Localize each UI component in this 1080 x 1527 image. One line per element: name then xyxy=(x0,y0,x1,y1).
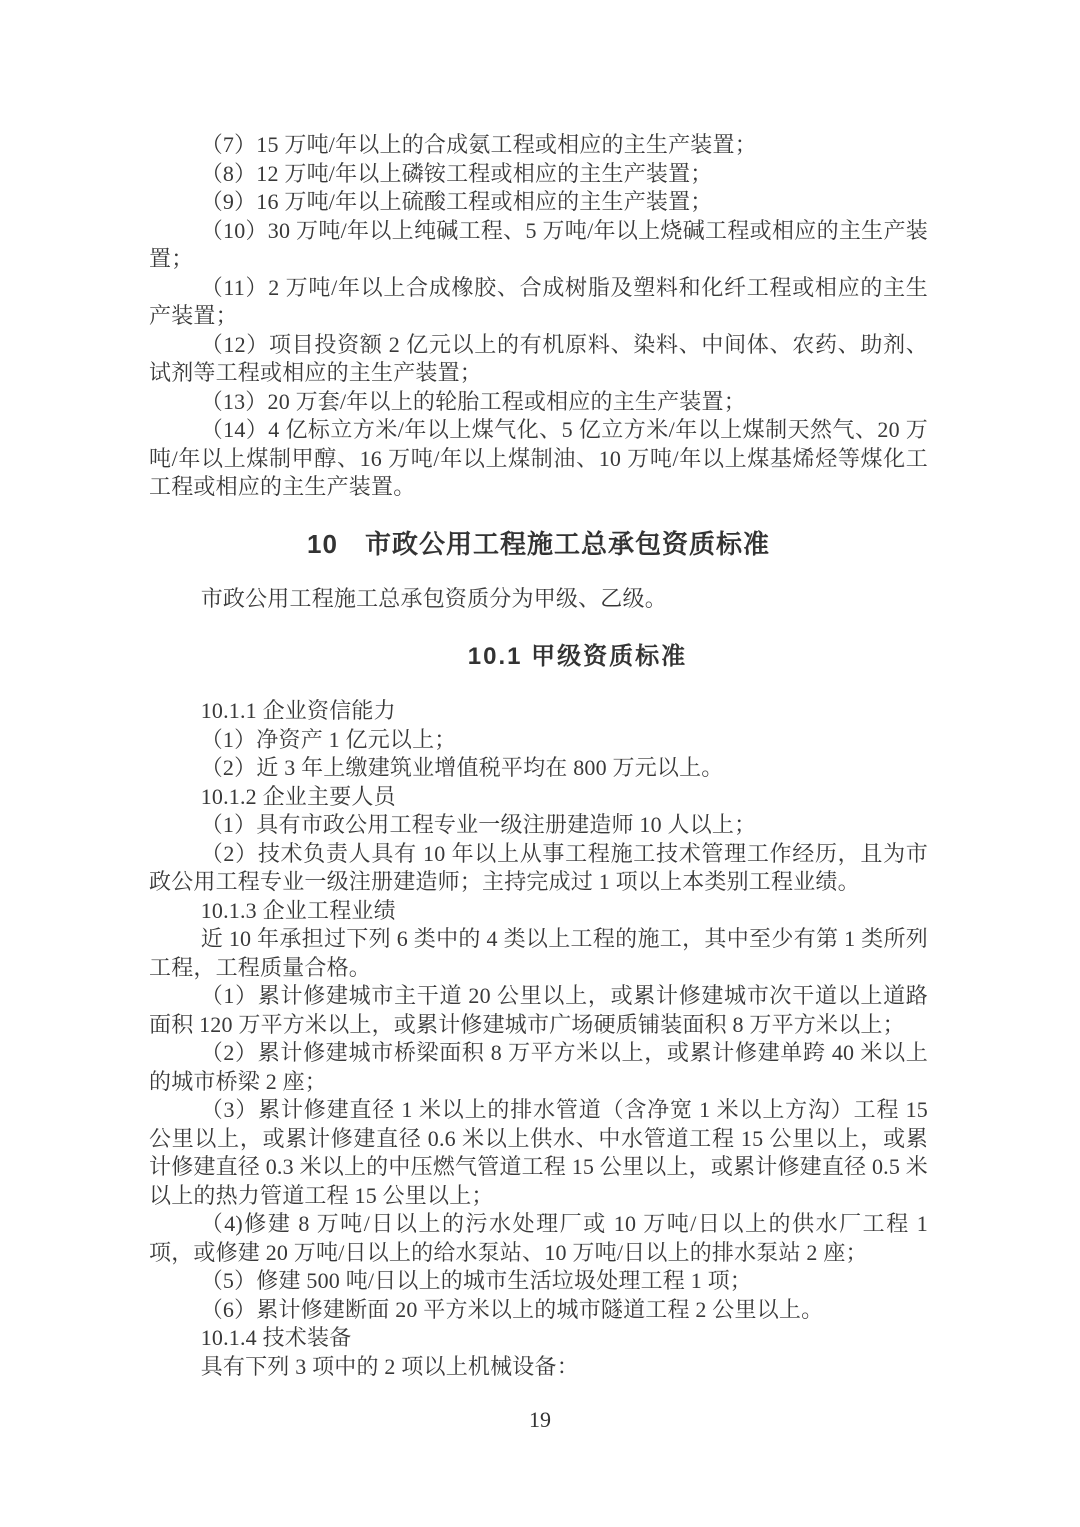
section-heading: 10.1 甲级资质标准 xyxy=(467,643,688,670)
clause-paragraph: 10.1.3 企业工程业绩 xyxy=(200,897,396,923)
section-body xyxy=(149,697,928,1381)
clause-paragraph: （3）累计修建直径 1 米以上的排水管道（含净宽 1 米以上方沟）工程 15 公里以上，或累计修建直径 0.6 米以上供水、中水管道工程 15 公里以上，或累计修建直径 0.3 米以上的中压燃气管道工程 15 公里以上，或累计修建直径 0.5 米以上的热力管道工程 15 公里以上； xyxy=(149,1097,928,1208)
clause-paragraph: （12）项目投资额 2 亿元以上的有机原料、染料、中间体、农药、助剂、试剂等工程或相应的主生产装置； xyxy=(149,331,928,385)
clause-paragraph: （2）累计修建城市桥梁面积 8 万平方米以上，或累计修建单跨 40 米以上的城市桥梁 2 座； xyxy=(149,1040,928,1094)
clause-paragraph: （4)修建 8 万吨/日以上的污水处理厂或 10 万吨/日以上的供水厂工程 1 项，或修建 20 万吨/日以上的给水泵站、10 万吨/日以上的排水泵站 2 座； xyxy=(149,1211,928,1265)
clause-paragraph: 近 10 年承担过下列 6 类中的 4 类以上工程的施工，其中至少有第 1 类所列工程，工程质量合格。 xyxy=(149,926,928,980)
document-content xyxy=(149,131,928,1381)
clause-paragraph: 具有下列 3 项中的 2 项以上机械设备： xyxy=(200,1353,579,1379)
clause-paragraph: （7）15 万吨/年以上的合成氨工程或相应的主生产装置； xyxy=(200,132,757,157)
clause-paragraph: （14）4 亿标立方米/年以上煤气化、5 亿立方米/年以上煤制天然气、20 万吨/年以上煤制甲醇、16 万吨/年以上煤制油、10 万吨/年以上煤基烯烃等煤化工工程或相应的主生产装置。 xyxy=(149,417,928,499)
clause-paragraph: （5）修建 500 吨/日以上的城市生活垃圾处理工程 1 项； xyxy=(200,1268,753,1293)
clause-paragraph: （2）技术负责人具有 10 年以上从事工程施工技术管理工作经历，且为市政公用工程专业一级注册建造师；主持完成过 1 项以上本类别工程业绩。 xyxy=(149,840,928,894)
clause-paragraph: （11）2 万吨/年以上合成橡胶、合成树脂及塑料和化纤工程或相应的主生产装置； xyxy=(149,274,928,328)
clause-paragraph: （10）30 万吨/年以上纯碱工程、5 万吨/年以上烧碱工程或相应的主生产装置； xyxy=(149,217,928,271)
clause-paragraph: （1）具有市政公用工程专业一级注册建造师 10 人以上； xyxy=(200,812,757,837)
page-number: 19 xyxy=(529,1407,551,1432)
clause-paragraph: （1）净资产 1 亿元以上； xyxy=(200,726,457,752)
chapter-heading: 10 市政公用工程施工总承包资质标准 xyxy=(307,528,770,559)
clause-paragraph: （6）累计修建断面 20 平方米以上的城市隧道工程 2 公里以上。 xyxy=(200,1296,824,1322)
chapter-intro: 市政公用工程施工总承包资质分为甲级、乙级。 xyxy=(200,585,667,611)
clause-paragraph: （8）12 万吨/年以上磷铵工程或相应的主生产装置； xyxy=(200,160,713,186)
clause-paragraph: 10.1.4 技术装备 xyxy=(200,1325,352,1350)
clause-paragraph: （13）20 万套/年以上的轮胎工程或相应的主生产装置； xyxy=(200,388,746,414)
clause-paragraph: （1）累计修建城市主干道 20 公里以上，或累计修建城市次干道以上道路面积 120 万平方米以上，或累计修建城市广场硬质铺装面积 8 万平方米以上； xyxy=(149,983,928,1037)
clause-paragraph: 10.1.1 企业资信能力 xyxy=(200,698,396,723)
clause-paragraph: （9）16 万吨/年以上硫酸工程或相应的主生产装置； xyxy=(200,189,713,214)
clause-paragraph: （2）近 3 年上缴建筑业增值税平均在 800 万元以上。 xyxy=(200,755,724,780)
clause-paragraph: 10.1.2 企业主要人员 xyxy=(200,783,396,809)
